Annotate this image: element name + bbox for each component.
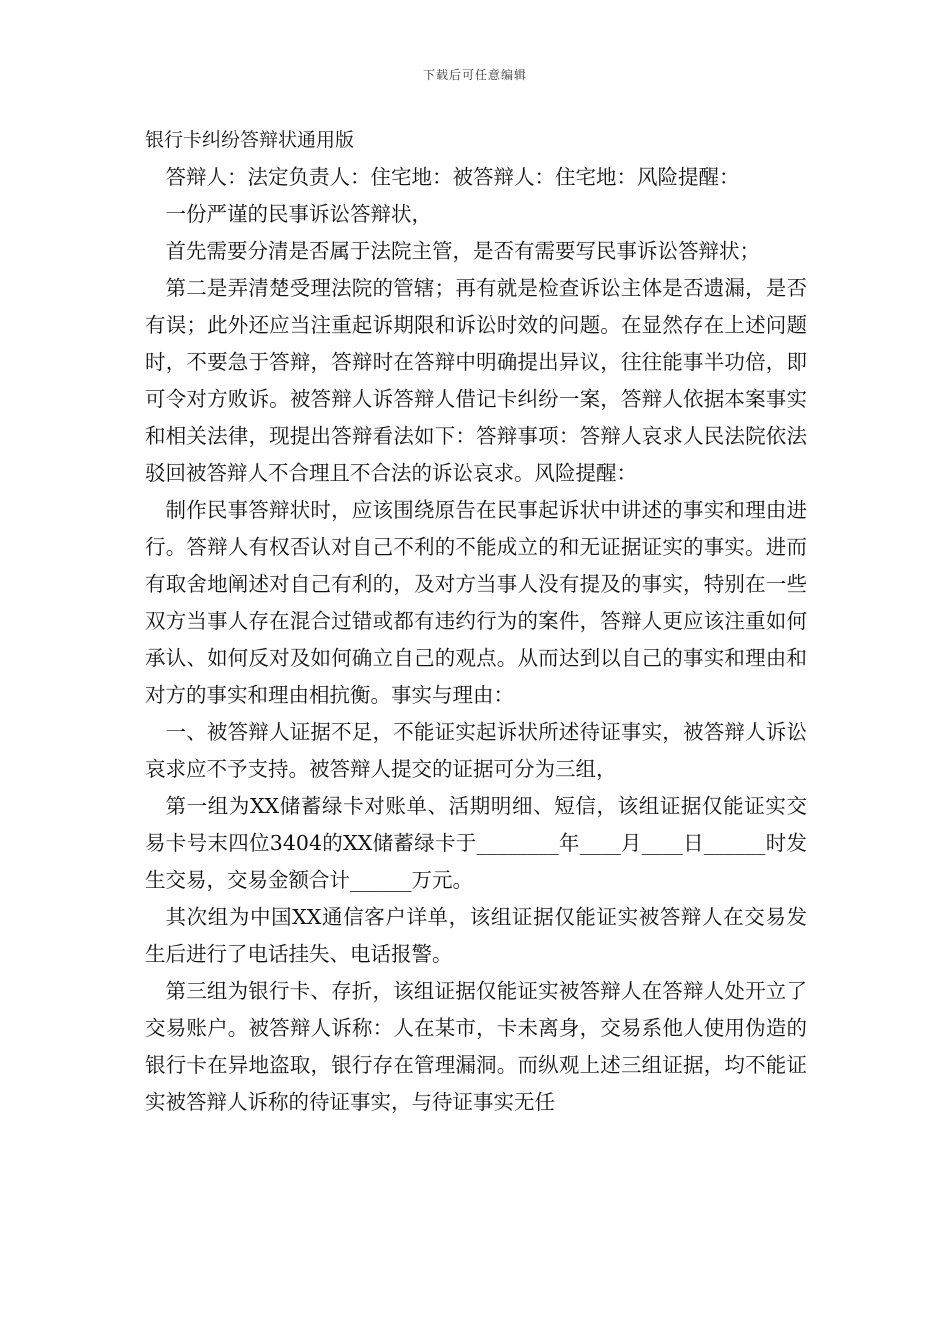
document-body <box>145 122 807 1121</box>
document-title: 银行卡纠纷答辩状通用版 <box>145 129 355 151</box>
paragraph-intro: 一份严谨的民事诉讼答辩状， <box>165 202 432 226</box>
paragraph-evidence-group-2: 其次组为中国XX通信客户详单，该组证据仅能证实被答辩人在交易发生后进行了电话挂失、电话报警。 <box>145 905 807 966</box>
header-note: 下载后可任意编辑 <box>422 68 527 82</box>
paragraph-parties: 答辩人：法定负责人：住宅地：被答辩人：住宅地：风险提醒： <box>165 165 740 189</box>
paragraph-drafting-advice: 制作民事答辩状时，应该围绕原告在民事起诉状中讲述的事实和理由进行。答辩人有权否认对自己不利的不能成立的和无证据证实的事实。进而有取舍地阐述对自己有利的，及对方当事人没有提及的事实，特别在一些双方当事人存在混合过错或都有违约行为的案件，答辩人更应该注重如何承认、如何反对及如何确立自己的观点。从而达到以自己的事实和理由和对方的事实和理由相抗衡。事实与理由： <box>145 498 807 707</box>
paragraph-second-step: 第二是弄清楚受理法院的管辖；再有就是检查诉讼主体是否遗漏，是否有误；此外还应当注重起诉期限和诉讼时效的问题。在显然存在上述问题时，不要急于答辩，答辩时在答辩中明确提出异议，往往能事半功倍，即可令对方败诉。被答辩人诉答辩人借记卡纠纷一案，答辩人依据本案事实和相关法律，现提出答辩看法如下：答辩事项：答辩人哀求人民法院依法驳回被答辩人不合理且不合法的诉讼哀求。风险提醒： <box>145 276 807 485</box>
paragraph-evidence-group-3: 第三组为银行卡、存折，该组证据仅能证实被答辩人在答辩人处开立了交易账户。被答辩人诉称：人在某市，卡未离身，交易系他人使用伪造的银行卡在异地盗取，银行存在管理漏洞。而纵观上述三组证据，均不能证实被答辩人诉称的待证事实，与待证事实无任 <box>145 979 807 1114</box>
paragraph-evidence-group-1: 第一组为XX储蓄绿卡对账单、活期明细、短信，该组证据仅能证实交易卡号末四位3404的XX储蓄绿卡于________年____月____日______时发生交易，交易金额合计______万元。 <box>145 794 807 892</box>
paragraph-point-one: 一、被答辩人证据不足，不能证实起诉状所述待证事实，被答辩人诉讼哀求应不予支持。被答辩人提交的证据可分为三组， <box>145 720 807 781</box>
paragraph-first-step: 首先需要分清是否属于法院主管，是否有需要写民事诉讼答辩状； <box>165 239 760 263</box>
